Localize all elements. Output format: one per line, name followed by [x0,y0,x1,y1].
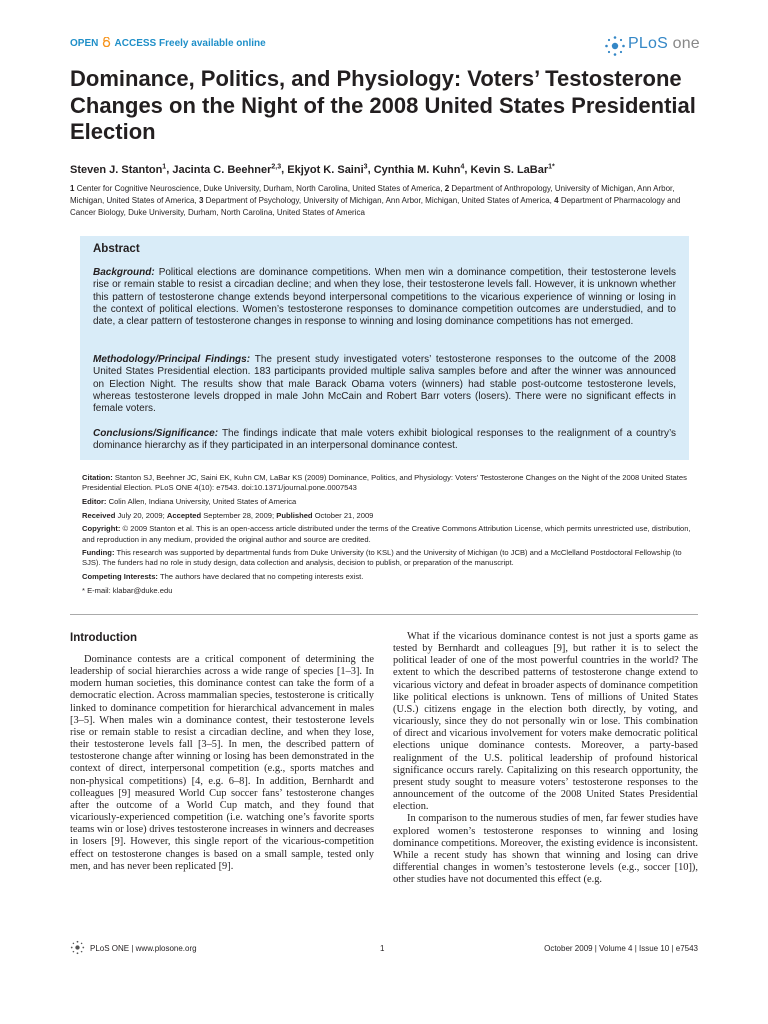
open-label: OPEN [70,38,99,49]
editor: Editor: Colin Allen, Indiana University, United States of America [82,496,297,506]
open-access-banner [70,37,266,49]
abstract-conclusions: Conclusions/Significance: The findings indicate that male voters exhibit biological responses to the realignment of a country’s dominance hierarchy as if they participated in an interpersonal dominance contest. [93,428,676,452]
abstract-box [80,236,689,460]
copyright: Copyright: © 2009 Stanton et al. This is an open-access article distributed under the terms of the Creative Commons Attribution License, which permits unrestricted use, distribution, and reproduction in any medium, provided the original author and source are credited. [82,524,691,544]
author: Steven J. Stanton$^1$ [70,163,167,176]
competing-interests: Competing Interests: The authors have declared that no competing interests exist. [82,572,364,582]
dates: Received July 20, 2009; Accepted September 28, 2009; Published October 21, 2009 [82,510,374,520]
paragraph: Dominance contests are a critical component of determining the leadership of social hierarchies across a wide range of species [1–3]. In modern human societies, this dominance contest can take the form of a democratic election. Across mammalian species, testosterone is critically linked to dominance competition for hierarchical advancement in males [3–5]. When males win a dominance contest, their testosterone levels rise or remain stable to resist a circadian decline, and when they lose, their testosterone levels fall [3–5]. In men, the described pattern of testosterone change after winning or losing has been demonstrated in the context of direct, interpersonal competition (e.g., sports matches and non-physical competitions) [4, e.g. 6–8]. In addition, Bernhardt and colleagues [9] measured World Cup soccer fans’ testosterone changes after the outcome of a World Cup match, and they found that vicariously-experienced competition (i.e. watching one’s favorite sports teams win or lose) drives testosterone increases in winners and decreases in losers [9]. However, this single report of the vicarious-competition effect on testosterone changes is based on a small sample, tested only men, and has never been replicated [9]. [70,654,374,872]
article-metadata [82,473,692,600]
paragraph: In comparison to the numerous studies of men, far fewer studies have explored women’s testosterone responses to winning and losing dominance competitions. Moreover, the existing evidence is inconsistent. While a recent study has shown that winning and losing can drive differential changes in women’s testosterone levels (e.g., soccer [10]), other studies have not documented this effect (e.g. [393,813,698,886]
introduction-heading: Introduction [70,632,138,644]
page-number: 1 [380,944,385,953]
footer-issue: October 2009 | Volume 4 | Issue 10 | e7543 [544,944,698,953]
page-footer [70,940,698,956]
author: Cynthia M. Kuhn$^4$ [373,163,465,176]
citation: Citation: Stanton SJ, Beehner JC, Saini EK, Kuhn CM, LaBar KS (2009) Dominance, Politics, and Physiology: Voters’ Testosterone Changes on the Night of the 2008 United States Presidential Election. PLoS ONE 4(10): e7543. doi:10.1371/journal.pone.0007543 [82,473,687,493]
open-lock-icon [102,37,111,47]
freely-available-label: Freely available online [159,38,266,49]
abstract-methods: Methodology/Principal Findings: The present study investigated voters’ testosterone responses to the outcome of the 2008 United States Presidential election. 183 participants provided multiple saliva samples before and after the winner was announced on Election Night. The results show that male Barack Obama voters (winners) had stable post-outcome testosterone levels, whereas testosterone levels dropped in male John McCain and Robert Barr voters (losers). There were no significant effects in female voters. [93,354,676,415]
footer-journal: PLoS ONE | www.plosone.org [90,944,197,953]
body-column-left [70,654,374,873]
author: Jacinta C. Beehner$^{2,3}$ [172,163,282,176]
author-list: Steven J. Stanton$^1$, Jacinta C. Beehner$^{2,3}$, Ekjyot K. Saini$^3$, Cynthia M. Kuhn$^4$, Kevin S. LaBar$^{1*}$ [70,163,555,176]
plos-sunburst-icon [70,940,85,955]
body-column-right [393,631,698,886]
journal-header [70,33,700,59]
corresponding-email[interactable]: * E-mail: klabar@duke.edu [82,585,173,595]
paragraph: What if the vicarious dominance contest is not just a sports game as tested by Bernhardt and colleagues [9], but rather it is to select the political leader of one of the most powerful countries in the world? The extent to which the described patterns of testosterone change extend to vicarious victory and defeat in broader aspects of dominance competition like political elections is unknown. Tens of millions of United States (U.S.) citizens engage in the election both directly, by voting, and vicariously, since they do not personally win or lose. This combination of direct and vicarious involvement for voters make democratic political elections unique dominance contests. Moreover, a party-based realignment of the U.S. political leadership of profound historical significance occurs rarely. Capitalizing on this research opportunity, the present study sought to measure voters’ testosterone responses to the announcement of the outcome of the 2008 United States Presidential election. [393,631,698,813]
section-divider [70,614,698,615]
logo-one-text: one [672,35,700,52]
affiliations: 1 Center for Cognitive Neuroscience, Duke University, Durham, North Carolina, United States of America, 2 Department of Anthropology, University of Michigan, Ann Arbor, Michigan, United States of America, 3 Department of Psychology, University of Michigan, Ann Arbor, Michigan, United States of America, 4 Department of Pharmacology and Cancer Biology, Duke University, Durham, North Carolina, United States of America [70,184,681,218]
access-label: ACCESS [114,38,157,49]
author: Kevin S. LaBar$^{1*}$ [470,163,555,176]
author: Ekjyot K. Saini$^3$ [287,163,368,176]
plos-sunburst-icon [604,35,626,57]
logo-plos-text: PLoS [628,35,668,52]
plos-one-logo [604,33,700,57]
abstract-background: Background: Political elections are dominance competitions. When men win a dominance competition, their testosterone levels rise or remain stable to resist a circadian decline; and when they lose, their testosterone levels fall. However, it is unknown whether this pattern of testosterone change extends beyond interpersonal competitions to the vicarious experience of winning or losing in the context of political elections. Women’s testosterone responses to dominance competition outcomes are understudied, and to date, a clear pattern of testosterone changes in response to winning and losing dominance competitions has not emerged. [93,267,676,328]
funding: Funding: This research was supported by departmental funds from Duke University (to KSL) and the University of Michigan (to JCB) and a McClelland Postdoctoral Fellowship (to SJS). The funders had no role in study design, data collection and analysis, decision to publish, or preparation of the manuscript. [82,548,682,568]
article-title: Dominance, Politics, and Physiology: Voters’ Testosterone Changes on the Night of the 2008 United States Presidential Election [70,66,696,144]
abstract-heading: Abstract [93,243,140,255]
